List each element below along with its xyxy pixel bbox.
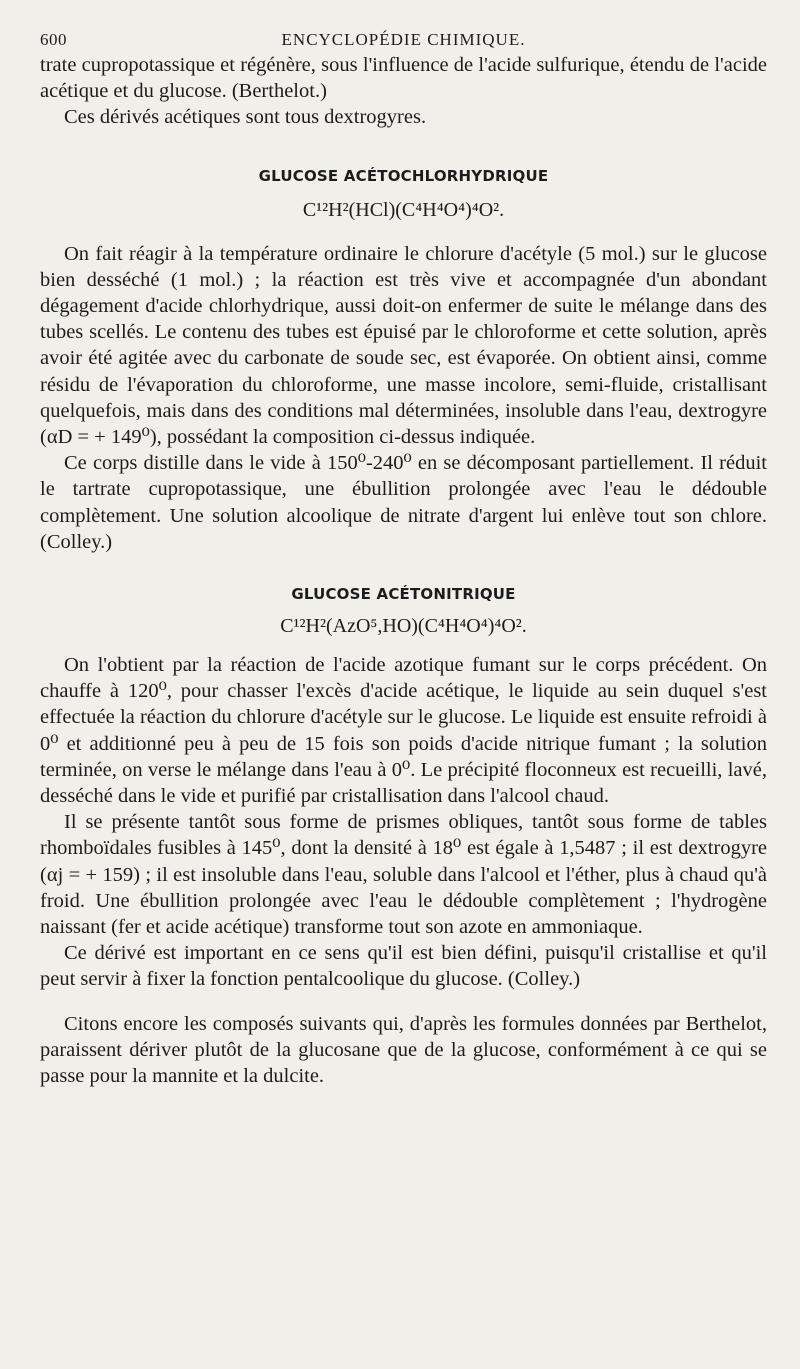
paragraph-preparation-acetonitrique: On l'obtient par la réaction de l'acide azotique fumant sur le corps précédent. On chauffe à 120⁰, pour chasser l'excès d'acide acétique, le liquide au sein duquel s'est effectuée la réaction du chlorure d'acétyle sur le glucose. Le liquide est ensuite refroidi à 0⁰ et additionné peu à peu de 15 fois son poids d'acide nitrique fumant ; la solution terminée, on verse le mélange dans l'eau à 0⁰. Le précipité floconneux est recueilli, lavé, desséché dans le vide et purifié par cristallisation dans l'alcool chaud.: [40, 654, 767, 808]
paragraph-properties-acetochlorhydrique: Ce corps distille dans le vide à 150⁰-240⁰ en se décomposant partiellement. Il réduit le tartrate cupropotassique, une ébullition prolongée avec l'eau le dédouble complètement. Une solution alcoolique de nitrate d'argent lui enlève tout son chlore. (Colley.): [40, 452, 767, 553]
section-heading-acetonitrique: GLUCOSE ACÉTONITRIQUE: [291, 585, 516, 604]
formula-acetonitrique: C¹²H²(AzO⁵,HO)(C⁴H⁴O⁴)⁴O².: [280, 615, 527, 638]
running-head: [40, 24, 767, 52]
page: [40, 24, 767, 1089]
formula-acetochlorhydrique: C¹²H²(HCl)(C⁴H⁴O⁴)⁴O².: [302, 198, 505, 221]
running-title: ENCYCLOPÉDIE CHIMIQUE.: [281, 30, 526, 49]
page-number: 600: [40, 30, 67, 49]
intro-paragraph-dextrogyres: Ces dérivés acétiques sont tous dextrogyres.: [64, 106, 427, 129]
section-heading-acetochlorhydrique: GLUCOSE ACÉTOCHLORHYDRIQUE: [258, 166, 549, 185]
paragraph-importance-acetonitrique: Ce dérivé est important en ce sens qu'il est bien défini, puisqu'il cristallise et qu'il peut servir à fixer la fonction pentalcoolique du glucose. (Colley.): [40, 942, 767, 991]
paragraph-properties-acetonitrique: Il se présente tantôt sous forme de prismes obliques, tantôt sous forme de tables rhomboïdales fusibles à 145⁰, dont la densité à 18⁰ est égale à 1,5487 ; il est dextrogyre (αj = + 159) ; il est insoluble dans l'eau, soluble dans l'alcool et l'éther, plus à chaud qu'à froid. Une ébullition prolongée avec l'eau le dédouble complètement ; l'hydrogène naissant (fer et acide acétique) transforme tout son azote en ammoniaque.: [40, 811, 767, 939]
paragraph-preparation-acetochlorhydrique: On fait réagir à la température ordinaire le chlorure d'acétyle (5 mol.) sur le glucose bien desséché (1 mol.) ; la réaction est très vive et accompagnée d'un abondant dégagement d'acide chlorhydrique, aussi doit-on enfermer de suite le mélange dans des tubes scellés. Le contenu des tubes est épuisé par le chloroforme et cette solution, après avoir été agitée avec du carbonate de soude sec, est évaporée. On obtient ainsi, comme résidu de l'évaporation du chloroforme, une masse incolore, semi-fluide, cristallisant quelquefois, mais dans des conditions mal déterminées, insoluble dans l'eau, dextrogyre (αD = + 149⁰), possédant la composition ci-dessus indiquée.: [40, 242, 767, 449]
paragraph-citons-encore: Citons encore les composés suivants qui, d'après les formules données par Berthelot, paraissent dériver plutôt de la glucosane que de la glucose, conformément à ce qui se passe pour la mannite et la dulcite.: [40, 1012, 767, 1088]
intro-paragraph-continued: trate cupropotassique et régénère, sous l'influence de l'acide sulfurique, étendu de l'acide acétique et du glucose. (Berthelot.): [40, 54, 767, 103]
